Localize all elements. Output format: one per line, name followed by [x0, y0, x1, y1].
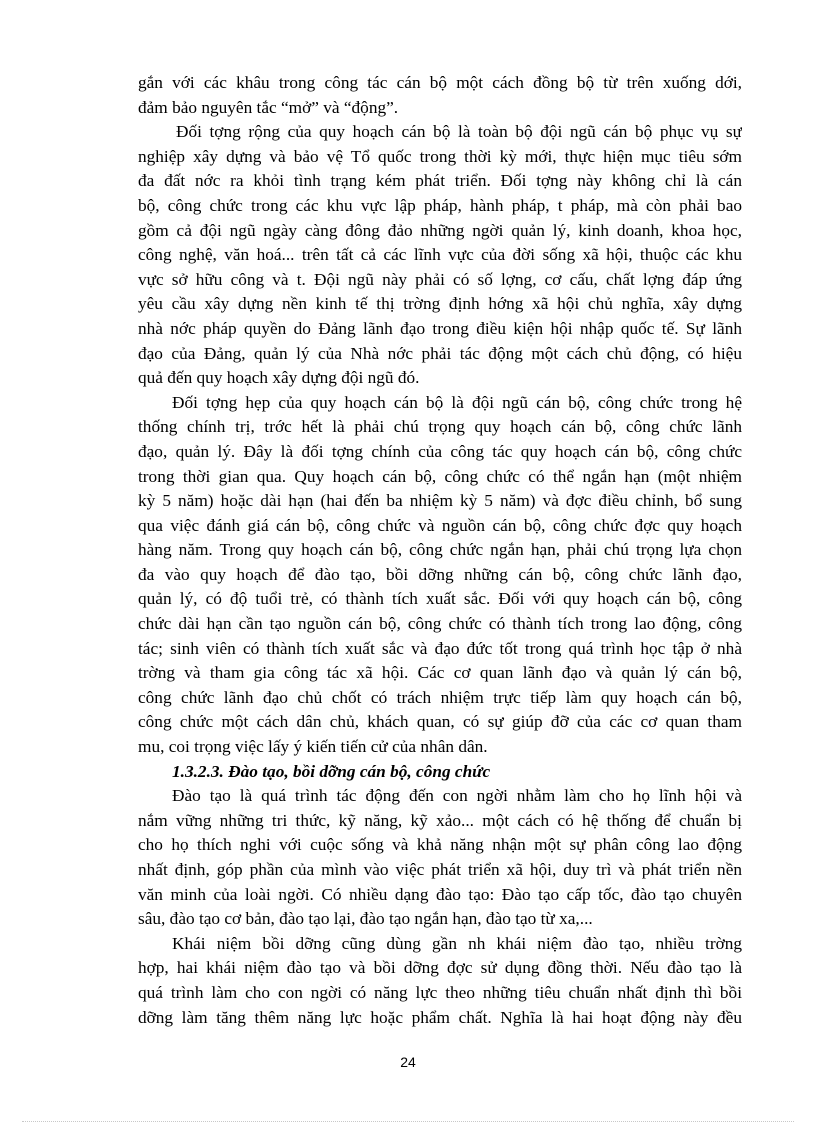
text-line: thống chính trị, trớc hết là phải chú trọng quy hoạch cán bộ, công chức lãnh — [138, 417, 742, 437]
text-line: Đối tợng rộng của quy hoạch cán bộ là toàn bộ đội ngũ cán bộ phục vụ sự — [176, 122, 742, 142]
text-line: cho họ thích nghi với cuộc sống và khả năng nhận một sự phân công lao động — [138, 835, 742, 855]
text-line: qua việc đánh giá cán bộ, công chức và nguồn cán bộ, công chức đợc quy hoạch — [138, 515, 742, 535]
text-line: đảm bảo nguyên tắc “mở” và “động”. — [138, 97, 399, 117]
text-line: mu, coi trọng việc lấy ý kiến tiến cử của nhân dân. — [138, 737, 488, 757]
text-line: gắn với các khâu trong công tác cán bộ một cách đồng bộ từ trên xuống dới, — [138, 73, 742, 92]
text-line: công nghệ, văn hoá... trên tất cả các lĩnh vực của đời sống xã hội, thuộc các khu — [138, 245, 742, 265]
text-line: đạo, quản lý. Đây là đối tợng chính của công tác quy hoạch cán bộ, công chức — [138, 441, 742, 461]
text-line: hợp, hai khái niệm đào tạo và bồi dỡng đợc sử dụng đồng thời. Nếu đào tạo là — [138, 958, 742, 978]
text-line: đa vào quy hoạch để đào tạo, bồi dỡng những cán bộ, công chức lãnh đạo, — [138, 564, 742, 584]
text-line: văn minh của loài ngời. Có nhiều dạng đào tạo: Đào tạo cấp tốc, đào tạo chuyên — [138, 884, 742, 904]
text-line: Đối tợng hẹp của quy hoạch cán bộ là đội ngũ cán bộ, công chức trong hệ — [172, 392, 742, 412]
text-line: Đào tạo là quá trình tác động đến con ngời nhằm làm cho họ lĩnh hội và — [172, 786, 742, 806]
section-heading: 1.3.2.3. Đào tạo, bồi dỡng cán bộ, công chức — [172, 761, 491, 781]
text-line: dỡng làm tăng thêm năng lực hoặc phẩm chất. Nghĩa là hai hoạt động này đều — [138, 1007, 742, 1027]
text-line: nhà nớc pháp quyền do Đảng lãnh đạo trong điều kiện hội nhập quốc tế. Sự lãnh — [138, 318, 742, 338]
text-line: chức dài hạn cần tạo nguồn cán bộ, công chức có thành tích trong lao động, công — [138, 614, 742, 634]
text-line: trong thời gian qua. Quy hoạch cán bộ, công chức có thể ngắn hạn (một nhiệm — [138, 466, 742, 486]
text-line: kỳ 5 năm) hoặc dài hạn (hai đến ba nhiệm kỳ 5 năm) và đợc điều chỉnh, bổ sung — [138, 491, 742, 511]
page-number: 24 — [400, 1054, 416, 1070]
text-line: quản lý, có độ tuổi trẻ, có thành tích xuất sắc. Đối với quy hoạch cán bộ, công — [138, 589, 742, 609]
body-text — [138, 71, 742, 1030]
page-bottom-divider — [22, 1121, 794, 1122]
text-line: gồm cả đội ngũ ngày càng đông đảo những ngời quản lý, kinh doanh, khoa học, — [138, 220, 742, 240]
text-line: công chức một cách dân chủ, khách quan, có sự giúp đỡ của các cơ quan tham — [138, 712, 742, 732]
text-line: Khái niệm bồi dỡng cũng dùng gần nh khái niệm đào tạo, nhiều trờng — [172, 933, 742, 953]
text-line: sâu, đào tạo cơ bản, đào tạo lại, đào tạo ngắn hạn, đào tạo từ xa,... — [138, 909, 593, 929]
text-line: bộ, công chức trong các khu vực lập pháp, hành pháp, t pháp, mà còn phải bao — [138, 195, 742, 215]
text-line: công chức lãnh đạo chủ chốt có trách nhiệm trực tiếp làm quy hoạch cán bộ, — [138, 687, 742, 707]
text-line: nắm vững những tri thức, kỹ năng, kỹ xảo... một cách có hệ thống để chuẩn bị — [138, 810, 742, 830]
text-line: yêu cầu xây dựng nền kinh tế thị trờng định hớng xã hội chủ nghĩa, xây dựng — [138, 294, 742, 314]
text-line: hàng năm. Trong quy hoạch cán bộ, công chức ngắn hạn, phải chú trọng lựa chọn — [138, 540, 742, 560]
text-line: nghiệp xây dựng và bảo vệ Tổ quốc trong thời kỳ mới, thực hiện mục tiêu sớm — [138, 146, 742, 166]
text-line: quả đến quy hoạch xây dựng đội ngũ đó. — [138, 368, 420, 388]
text-line: trờng và tham gia công tác xã hội. Các cơ quan lãnh đạo và quản lý cán bộ, — [138, 663, 742, 683]
text-line: đa đất nớc ra khỏi tình trạng kém phát triển. Đối tợng này không chỉ là cán — [138, 171, 742, 191]
text-line: tác; sinh viên có thành tích xuất sắc và đạo đức tốt trong quá trình học tập ở nhà — [138, 638, 742, 658]
text-line: quá trình làm cho con ngời có năng lực theo những tiêu chuẩn nhất định thì bồi — [138, 982, 742, 1002]
text-line: đạo của Đảng, quản lý của Nhà nớc phải tác động một cách chủ động, có hiệu — [138, 343, 742, 363]
text-line: vực sở hữu công và t. Đội ngũ này phải có số lợng, cơ cấu, chất lợng đáp ứng — [138, 269, 742, 289]
text-line: nhất định, góp phần của mình vào việc phát triển xã hội, duy trì và phát triển nền — [138, 860, 742, 879]
